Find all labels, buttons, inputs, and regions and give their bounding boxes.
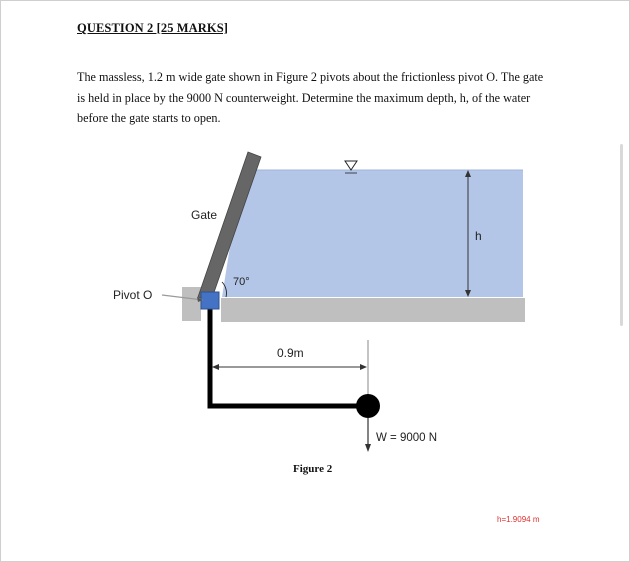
ground-floor (221, 298, 525, 322)
angle-label: 70° (233, 276, 250, 288)
problem-line-1: The massless, 1.2 m wide gate shown in Figure 2 pivots about the frictionless pivot O. The gate (77, 70, 544, 84)
weight-label: W = 9000 N (376, 432, 438, 444)
answer-note: h=1.9094 m (497, 515, 540, 524)
distance-arrow-right (360, 364, 367, 370)
distance-label: 0.9m (277, 346, 304, 360)
question-heading: QUESTION 2 [25 MARKS] (77, 21, 229, 35)
distance-arrow-left (212, 364, 219, 370)
weight-arrow-head (365, 444, 371, 452)
problem-line-3: before the gate starts to open. (77, 111, 221, 125)
figure-caption: Figure 2 (293, 463, 333, 475)
counterweight (356, 394, 380, 418)
wall-block (182, 287, 201, 321)
problem-line-2: is held in place by the 9000 N counterweight. Determine the maximum depth, h, of the water (77, 90, 531, 105)
gate-label: Gate (191, 208, 218, 222)
pivot-label: Pivot O (113, 288, 153, 302)
pivot-block (201, 292, 219, 309)
h-label: h (475, 229, 482, 243)
water-surface-marker (345, 161, 357, 170)
